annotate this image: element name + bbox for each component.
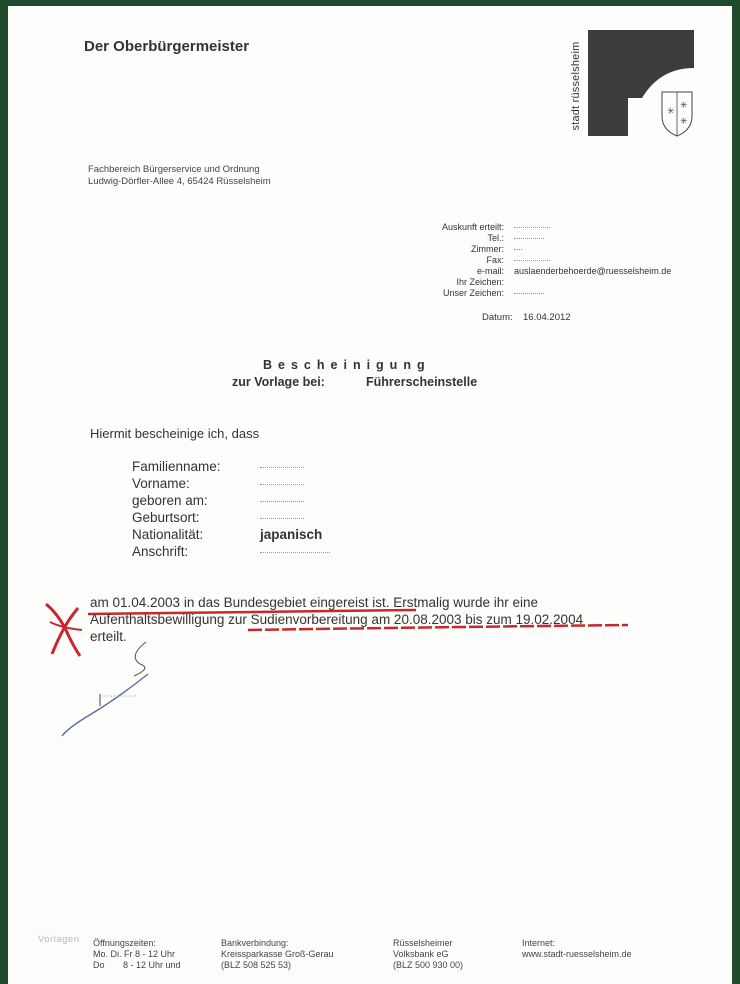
department-name: Fachbereich Bürgerservice und Ordnung	[88, 164, 260, 175]
internet-link[interactable]: www.stadt-ruesselsheim.de	[522, 949, 632, 959]
document-page	[8, 6, 732, 984]
date-label: Datum:	[482, 312, 513, 323]
familienname-label: Familienname:	[132, 459, 221, 474]
svg-text:✳: ✳	[667, 107, 675, 117]
watermark: Vorlagen	[38, 934, 80, 945]
subheading-label: zur Vorlage bei:	[232, 375, 325, 389]
footer-bank-1: Bankverbindung: Kreissparkasse Groß-Gerau (BLZ 508 525 53)	[221, 938, 334, 970]
svg-text:✳: ✳	[680, 101, 688, 111]
city-logo	[564, 28, 704, 140]
svg-text:✳: ✳	[680, 117, 688, 127]
unser-zeichen-label: Unser Zeichen:	[442, 288, 504, 298]
footer-internet: Internet: www.stadt-ruesselsheim.de	[522, 938, 632, 959]
email-value: auslaenderbehoerde@ruesselsheim.de	[514, 266, 672, 276]
tel-label: Tel.:	[487, 233, 504, 243]
footer-hours: Öffnungszeiten: Mo. Di. Fr 8 - 12 Uhr Do 8 - 12 Uhr und	[93, 938, 181, 970]
contact-info-block	[398, 222, 708, 299]
email-label: e-mail:	[476, 266, 504, 276]
vorname-label: Vorname:	[132, 476, 190, 491]
body-line-2: Aufenthaltsbewilligung zur Sudienvorbereitung am 20.08.2003 bis zum 19.02.2004	[90, 612, 584, 627]
zimmer-label: Zimmer:	[471, 244, 504, 254]
date-value: 16.04.2012	[523, 312, 571, 323]
nationalitaet-value: japanisch	[260, 527, 323, 542]
body-line-1: am 01.04.2003 in das Bundesgebiet eingereist ist. Erstmalig wurde ihr eine	[90, 595, 539, 610]
sender-title: Der Oberbürgermeister	[84, 38, 250, 55]
anschrift-label: Anschrift:	[132, 544, 189, 559]
signature-icon	[48, 634, 198, 744]
ihr-zeichen-label: Ihr Zeichen:	[456, 277, 504, 287]
logo-text: stadt rüsselsheim	[570, 41, 582, 131]
subheading-value: Führerscheinstelle	[366, 375, 478, 389]
auskunft-label: Auskunft erteilt:	[441, 222, 504, 232]
intro-text: Hiermit bescheinige ich, dass	[90, 426, 260, 441]
document-heading: Bescheinigung	[263, 358, 431, 372]
nationalitaet-label: Nationalität:	[132, 527, 204, 542]
department-address: Ludwig-Dörfler-Allee 4, 65424 Rüsselsheim	[88, 176, 271, 187]
footer-bank-2: Rüsselsheimer Volksbank eG (BLZ 500 930 00)	[393, 938, 464, 970]
geburtsort-label: Geburtsort:	[132, 510, 200, 525]
geboren-am-label: geboren am:	[132, 493, 208, 508]
logo-mark-icon	[564, 28, 704, 140]
fax-label: Fax:	[486, 255, 504, 265]
body-line-3: erteilt.	[90, 629, 127, 644]
